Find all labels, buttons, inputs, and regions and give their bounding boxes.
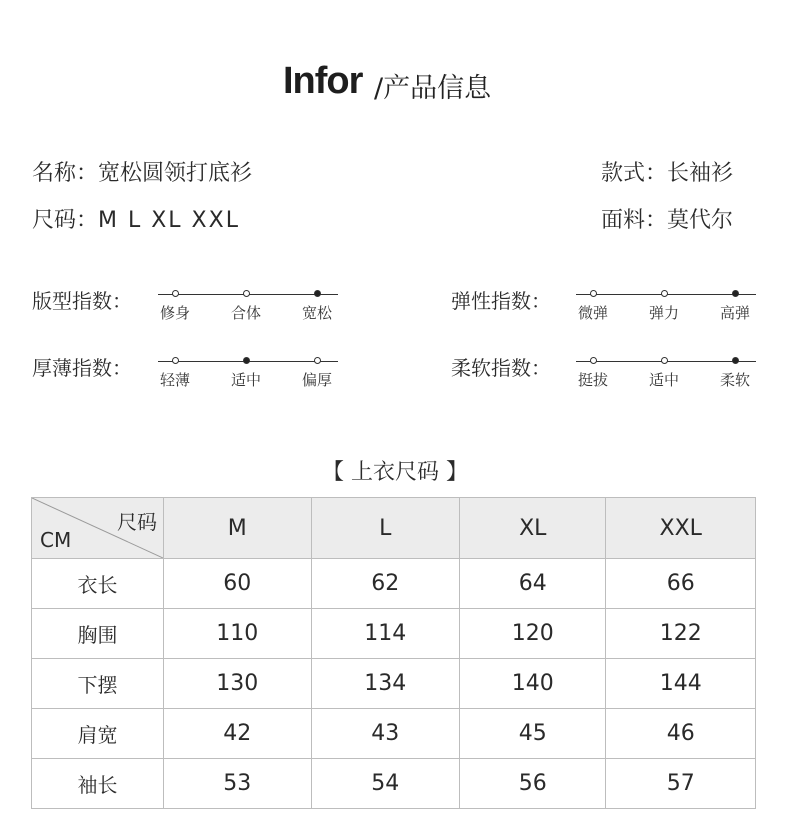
size-table-title: 【 上衣尺码 】 (322, 460, 468, 485)
table-cell: 42 (164, 709, 312, 759)
table-cell: 43 (311, 709, 459, 759)
size-table (31, 497, 756, 809)
table-row (32, 609, 756, 659)
name-row (32, 156, 252, 187)
table-row (32, 659, 756, 709)
size-table-corner (32, 498, 164, 559)
table-cell: 66 (606, 559, 756, 609)
scale-dot-selected (314, 290, 321, 297)
name-label: 名称： (32, 161, 99, 186)
fit-index-scale (158, 287, 338, 327)
table-cell: 62 (311, 559, 459, 609)
table-cell: 130 (164, 659, 312, 709)
scale-dot-selected (243, 357, 250, 364)
elasticity-index-scale (576, 287, 756, 327)
table-cell: 54 (311, 759, 459, 809)
corner-size-label: 尺码 (117, 510, 157, 534)
size-table-header-row (32, 498, 756, 559)
column-header-xxl: XXL (606, 498, 756, 559)
scale-dot-selected (732, 357, 739, 364)
row-label: 袖长 (32, 759, 164, 809)
scale-dot (590, 290, 597, 297)
style-value: 长袖衫 (667, 161, 734, 186)
row-label: 胸围 (32, 609, 164, 659)
scale-tick-label: 偏厚 (301, 371, 333, 389)
scale-dot (661, 290, 668, 297)
row-label: 肩宽 (32, 709, 164, 759)
table-cell: 53 (164, 759, 312, 809)
table-row (32, 759, 756, 809)
softness-index-label: 柔软指数： (451, 356, 551, 380)
scale-dot (661, 357, 668, 364)
column-header-l: L (311, 498, 459, 559)
table-cell: 120 (459, 609, 606, 659)
style-row (601, 156, 733, 187)
scale-tick-label: 适中 (230, 371, 262, 389)
title-product-info: /产品信息 (374, 73, 492, 104)
scale-tick-label: 合体 (230, 304, 262, 322)
size-label: 尺码： (32, 208, 99, 233)
corner-unit-label: CM (40, 528, 72, 552)
table-cell: 114 (311, 609, 459, 659)
scale-dot (243, 290, 250, 297)
softness-index-scale (576, 354, 756, 394)
table-cell: 122 (606, 609, 756, 659)
table-cell: 64 (459, 559, 606, 609)
scale-dot (590, 357, 597, 364)
table-row (32, 559, 756, 609)
table-cell: 57 (606, 759, 756, 809)
title-infor: Infor (283, 60, 363, 102)
scale-tick-label: 挺拔 (577, 371, 609, 389)
scale-tick-label: 宽松 (301, 304, 333, 322)
elasticity-index-label: 弹性指数： (451, 289, 551, 313)
scale-tick-label: 修身 (159, 304, 191, 322)
table-cell: 110 (164, 609, 312, 659)
column-header-xl: XL (459, 498, 606, 559)
table-cell: 134 (311, 659, 459, 709)
scale-dot (172, 357, 179, 364)
fabric-row (601, 203, 733, 234)
fabric-value: 莫代尔 (667, 208, 734, 233)
table-row (32, 709, 756, 759)
scale-tick-label: 微弹 (577, 304, 609, 322)
scale-dot (314, 357, 321, 364)
name-value: 宽松圆领打底衫 (98, 161, 253, 186)
size-value: M L XL XXL (98, 208, 240, 233)
column-header-m: M (164, 498, 312, 559)
scale-dot (172, 290, 179, 297)
fit-index-label: 版型指数： (32, 289, 132, 313)
table-cell: 140 (459, 659, 606, 709)
table-cell: 45 (459, 709, 606, 759)
scale-tick-label: 适中 (648, 371, 680, 389)
thickness-index-scale (158, 354, 338, 394)
style-label: 款式： (601, 161, 668, 186)
scale-tick-label: 柔软 (719, 371, 751, 389)
scale-tick-label: 高弹 (719, 304, 751, 322)
row-label: 下摆 (32, 659, 164, 709)
row-label: 衣长 (32, 559, 164, 609)
scale-tick-label: 弹力 (648, 304, 680, 322)
scale-dot-selected (732, 290, 739, 297)
table-cell: 60 (164, 559, 312, 609)
table-cell: 144 (606, 659, 756, 709)
size-row (32, 203, 240, 234)
table-cell: 56 (459, 759, 606, 809)
thickness-index-label: 厚薄指数： (32, 356, 132, 380)
table-cell: 46 (606, 709, 756, 759)
scale-tick-label: 轻薄 (159, 371, 191, 389)
fabric-label: 面料： (601, 208, 668, 233)
